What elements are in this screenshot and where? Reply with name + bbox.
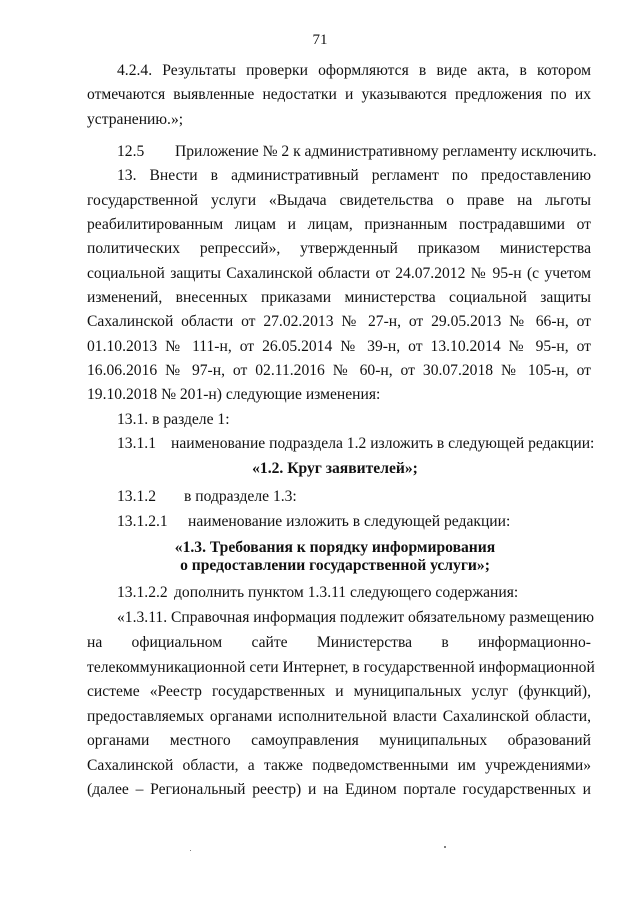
- text-line: изменений, внесенных приказами министерства социальной защиты: [87, 289, 591, 306]
- item-13-1-2-1: [117, 512, 591, 532]
- text-line: 13. Внести в административный регламент по предоставлению: [117, 167, 591, 184]
- text-line: 19.10.2018 № 201-н) следующие изменения:: [87, 386, 381, 403]
- text-line: органами местного самоуправления муниципальных образований: [87, 732, 591, 749]
- text-line: «1.3.11. Справочная информация подлежит обязательному размещению: [117, 609, 594, 626]
- item-number: 13.1.2.2: [117, 584, 168, 601]
- text-line: 4.2.4. Результаты проверки оформляются в виде акта, в котором: [117, 62, 591, 79]
- scan-speck: [190, 850, 191, 851]
- item-text: Приложение № 2 к административному регламенту исключить.: [175, 143, 597, 160]
- item-text: наименование изложить в следующей редакции:: [188, 513, 511, 530]
- text-line: на официальном сайте Министерства в информационно-: [87, 634, 591, 651]
- text-line: отмечаются выявленные недостатки и указываются предложения по их: [87, 86, 591, 103]
- item-13-1-2-2: [117, 583, 591, 603]
- item-number: 13.1.1: [117, 435, 156, 452]
- scan-speck: [444, 846, 446, 848]
- item-13-1-2: [117, 487, 591, 507]
- text-line: (далее – Региональный реестр) и на Едином портале государственных и: [87, 781, 591, 798]
- text-line: 13.1. в разделе 1:: [117, 411, 230, 428]
- text-line: Сахалинской области, а также подведомственными им учреждениями»: [87, 757, 591, 774]
- page-number: 71: [312, 32, 328, 48]
- item-number: 13.1.2: [117, 488, 156, 505]
- text-line: 01.10.2013 № 111-н, от 26.05.2014 № 39-н, от 13.10.2014 № 95-н, от: [87, 338, 591, 355]
- text-line: системе «Реестр государственных и муниципальных услуг (функций),: [87, 683, 591, 700]
- text-line: реабилитированным лицам и лицам, признанным пострадавшими от: [87, 216, 591, 233]
- item-text: в подразделе 1.3:: [184, 488, 297, 505]
- text-line: политических репрессий», утвержденный приказом министерства: [87, 240, 591, 257]
- text-line: телекоммуникационной сети Интернет, в государственной информационной: [87, 659, 595, 676]
- heading-1-3: «1.3. Требования к порядку информирования: [174, 539, 496, 556]
- item-text: дополнить пунктом 1.3.11 следующего содержания:: [174, 584, 519, 601]
- heading-1-2: «1.2. Круг заявителей»;: [252, 460, 418, 477]
- item-12-5: [117, 142, 597, 162]
- text-line: предоставляемых органами исполнительной власти Сахалинской области,: [87, 708, 591, 725]
- text-line: государственной услуги «Выдача свидетельства о праве на льготы: [87, 192, 591, 209]
- text-line: Сахалинской области от 27.02.2013 № 27-н, от 29.05.2013 № 66-н, от: [87, 313, 591, 330]
- item-number: 12.5: [117, 143, 145, 160]
- text-line: устранению.»;: [87, 111, 184, 128]
- text-line: социальной защиты Сахалинской области от 24.07.2012 № 95-н (с учетом: [87, 265, 591, 282]
- item-number: 13.1.2.1: [117, 513, 168, 530]
- item-13-1-1: [117, 434, 595, 454]
- text-line: 16.06.2016 № 97-н, от 02.11.2016 № 60-н, от 30.07.2018 № 105-н, от: [87, 362, 591, 379]
- item-text: наименование подраздела 1.2 изложить в следующей редакции:: [171, 435, 595, 452]
- heading-1-3-cont: о предоставлении государственной услуги»;: [180, 557, 490, 574]
